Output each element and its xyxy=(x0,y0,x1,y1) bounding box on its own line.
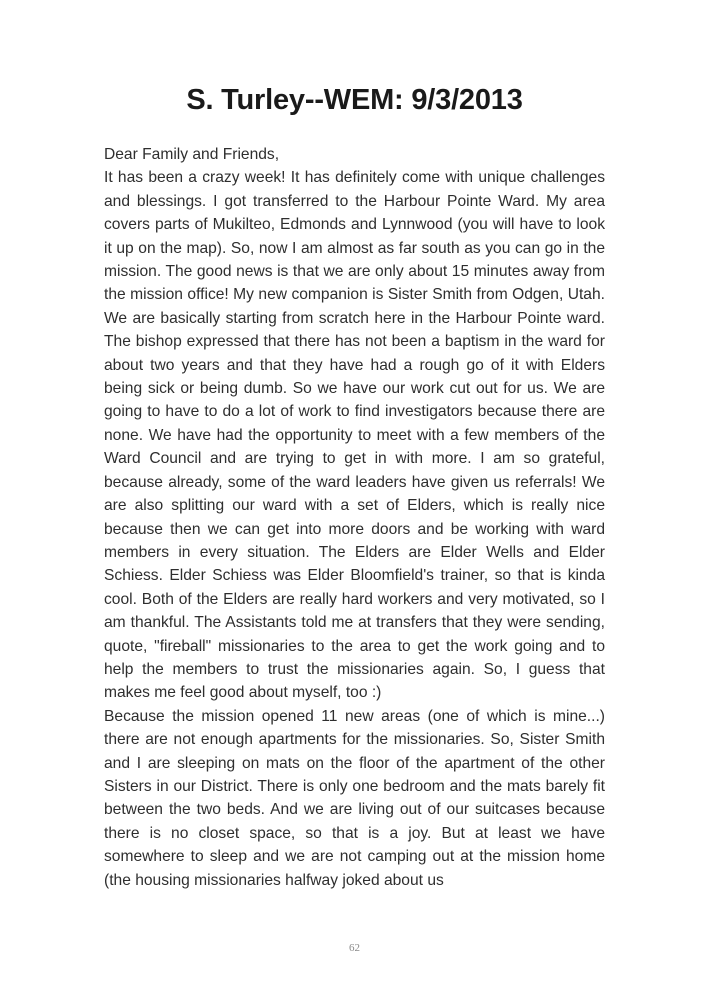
page-number: 62 xyxy=(349,942,360,954)
letter-paragraph: It has been a crazy week! It has definitely come with unique challenges and blessings. I got transferred to the Harbour Pointe Ward. My area covers parts of Mukilteo, Edmonds and Lynnwood (you will have to look it up on the map). So, now I am almost as far south as you can go in the mission. The good news is that we are only about 15 minutes away from the mission office! My new companion is Sister Smith from Odgen, Utah. We are basically starting from scratch here in the Harbour Pointe ward. The bishop expressed that there has not been a baptism in the ward for about two years and that they have had a rough go of it with Elders being sick or being dumb. So we have our work cut out for us. We are going to have to do a lot of work to find investigators because there are none. We have had the opportunity to meet with a few members of the Ward Council and are trying to get in with more. I am so grateful, because already, some of the ward leaders have given us referrals! We are also splitting our ward with a set of Elders, which is really nice because then we can get into more doors and be working with ward members in every situation. The Elders are Elder Wells and Elder Schiess. Elder Schiess was Elder Bloomfield's trainer, so that is kinda cool. Both of the Elders are really hard workers and very motivated, so I am thankful. The Assistants told me at transfers that they were sending, quote, "fireball" missionaries to the area to get the work going and to help the members to trust the missionaries again. So, I guess that makes me feel good about myself, too :) xyxy=(104,169,605,702)
page-title: S. Turley--WEM: 9/3/2013 xyxy=(186,84,523,116)
letter-greeting: Dear Family and Friends, xyxy=(104,146,280,163)
letter-body xyxy=(104,143,605,892)
letter-paragraph: Because the mission opened 11 new areas (one of which is mine...) there are not enough apartments for the missionaries. So, Sister Smith and I are sleeping on mats on the floor of the apartment of the other Sisters in our District. There is only one bedroom and the mats barely fit between the two beds. And we are living out of our suitcases because there is no closet space, so that is a joy. But at least we have somewhere to sleep and we are not camping out at the mission home (the housing missionaries halfway joked about us xyxy=(104,707,605,889)
